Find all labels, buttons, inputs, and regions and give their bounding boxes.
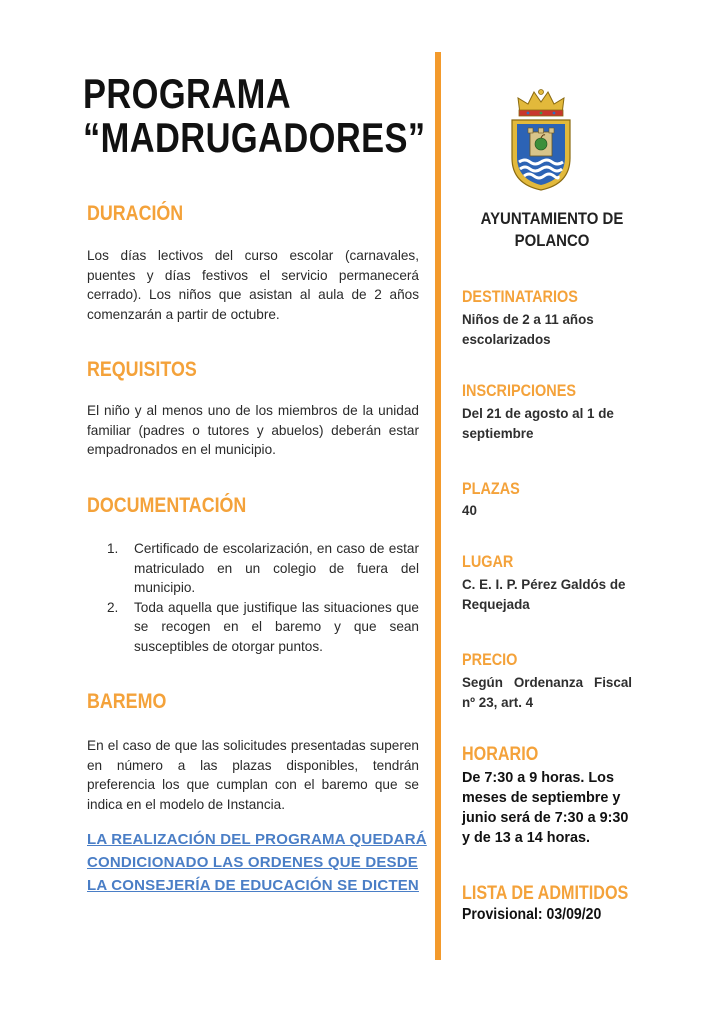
title-line-2: “MADRUGADORES”: [83, 114, 426, 161]
list-text: Certificado de escolarización, en caso de estar matriculado en un colegio de fuera del municipio.: [134, 541, 419, 595]
requisitos-text: El niño y al menos uno de los miembros de la unidad familiar (padres o tutores y abuelos) deberán estar empadronados en el municipio.: [87, 403, 419, 457]
vertical-divider: [435, 52, 441, 960]
horario-heading: HORARIO: [462, 744, 539, 765]
plazas-heading: PLAZAS: [462, 479, 520, 498]
horario-text: De 7:30 a 9 horas. Los meses de septiembre y junio será de 7:30 a 9:30 y de 13 a 14 horas.: [462, 770, 629, 846]
lugar-text: C. E. I. P. Pérez Galdós de Requejada: [462, 577, 626, 612]
inscripciones-heading: INSCRIPCIONES: [462, 381, 577, 400]
coat-of-arms-icon: [508, 88, 574, 192]
list-number: 2.: [107, 599, 119, 615]
plazas-value: 40: [462, 503, 477, 518]
list-item: [107, 598, 419, 657]
destinatarios-heading: DESTINATARIOS: [462, 287, 578, 306]
precio-heading: PRECIO: [462, 650, 518, 669]
duracion-heading: DURACIÓN: [87, 202, 184, 225]
conditions-notice-link[interactable]: LA REALIZACIÓN DEL PROGRAMA QUEDARÁ CONDICIONADO LAS ORDENES QUE DESDE LA CONSEJERÍA DE EDUCACIÓN SE DICTEN: [87, 831, 427, 894]
ayuntamiento-name: AYUNTAMIENTO DE POLANCO: [480, 209, 624, 250]
requisitos-heading: REQUISITOS: [87, 358, 197, 381]
list-text: Toda aquella que justifique las situaciones que se recogen en el baremo y que sean susceptibles de otorgar puntos.: [134, 599, 419, 654]
lugar-heading: LUGAR: [462, 552, 514, 571]
page-title: [83, 72, 425, 160]
list-number: 1.: [107, 541, 119, 556]
inscripciones-text: Del 21 de agosto al 1 de septiembre: [462, 406, 614, 441]
title-line-1: PROGRAMA: [83, 70, 292, 117]
duracion-text: Los días lectivos del curso escolar (carnavales, puentes y días festivos el servicio permanecerá cerrado). Los niños que asistan al aula de 2 años comenzarán a partir de octubre.: [87, 248, 419, 322]
admitidos-text: Provisional: 03/09/20: [462, 906, 602, 923]
precio-text: Según Ordenanza Fiscal nº 23, art. 4: [462, 675, 632, 710]
baremo-heading: BAREMO: [87, 690, 167, 713]
documentacion-heading: DOCUMENTACIÓN: [87, 494, 247, 517]
baremo-text: En el caso de que las solicitudes presentadas superen en número a las plazas disponibles, tendrán preferencia los que cumplan con el baremo que se indica en el modelo de Instancia.: [87, 738, 419, 812]
documentacion-list: [107, 539, 419, 656]
destinatarios-text: Niños de 2 a 11 años escolarizados: [462, 312, 594, 347]
list-item: [107, 539, 419, 598]
admitidos-heading: LISTA DE ADMITIDOS: [462, 883, 629, 904]
